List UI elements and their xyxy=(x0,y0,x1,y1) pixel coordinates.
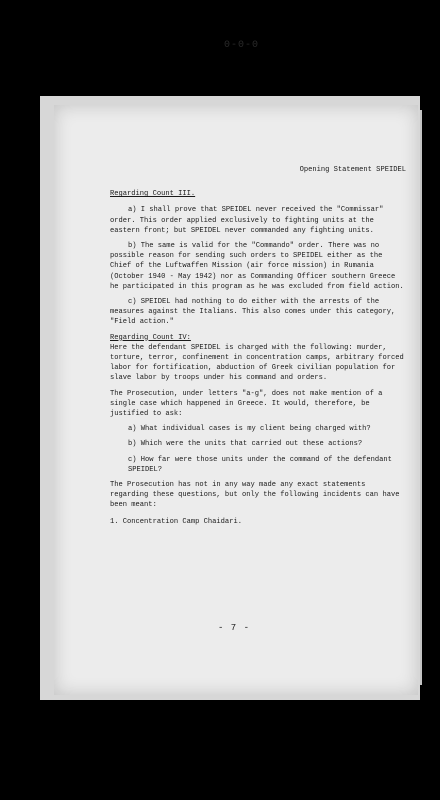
count-three-paragraph-c: c) SPEIDEL had nothing to do either with the arrests of the measures against the Italians. This also comes under this category, "Field action." xyxy=(110,298,396,327)
conclusion-paragraph: The Prosecution has not in any way made any exact statements regarding these questions, but only the following incidents can have been meant: xyxy=(110,481,400,510)
prosecution-paragraph: The Prosecution, under letters "a-g", does not make mention of a single case which happened in Greece. It would, therefore, be justified to ask: xyxy=(110,389,383,419)
page-edge xyxy=(420,110,422,685)
incident-item: 1. Concentration Camp Chaidari. xyxy=(110,517,242,526)
count-three-heading: Regarding Count III. xyxy=(110,190,196,199)
count-three-paragraph-b: b) The same is valid for the "Commando" order. There was no possible reason for sending such orders to SPEIDEL either as the Chief of the Luftwaffen Mission (air force mission) in Rumania (October 1940 - May 1942) nor as Commanding Officer southern Greece he participated in this program as he was excluded from field action. xyxy=(110,242,404,291)
film-frame-mark: 0-0-0 xyxy=(224,40,260,51)
question-a: a) What individual cases is my client being charged with? xyxy=(128,425,371,434)
count-three-paragraph-a: a) I shall prove that SPEIDEL never received the "Commissar" order. This order applied exclusively to fighting units at the eastern front; but SPEIDEL never commanded any fighting units. xyxy=(110,206,384,235)
page-number: - 7 - xyxy=(218,623,251,633)
running-header: Opening Statement SPEIDEL xyxy=(299,166,406,174)
count-four-intro: Here the defendant SPEIDEL is charged with the following: murder, torture, terror, confinement in concentration camps, arbitrary forced labor for fortification, abduction of Greek civilian population for slave labor by troops under his command and orders. xyxy=(110,343,404,383)
count-four-heading: Regarding Count IV: xyxy=(110,333,191,342)
question-b: b) Which were the units that carried out these actions? xyxy=(128,440,363,449)
document-body xyxy=(110,165,406,532)
question-c: c) How far were those units under the command of the defendant SPEIDEL? xyxy=(128,455,392,474)
